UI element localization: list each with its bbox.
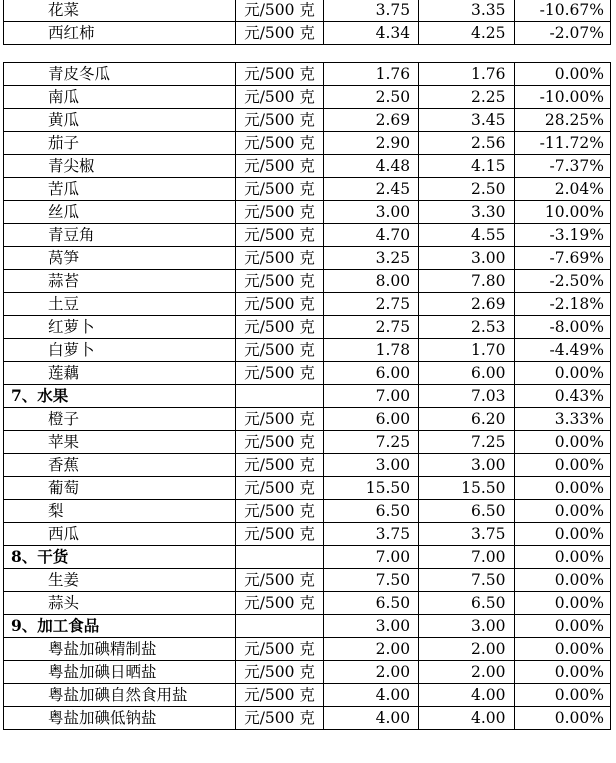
current-price: 3.30 [419,201,514,224]
price-table-main-section [3,62,611,730]
table-row [4,477,611,500]
unit-cell [236,385,323,408]
item-name: 粤盐加碘日晒盐 [4,661,236,684]
current-price: 2.50 [419,178,514,201]
current-price: 4.55 [419,224,514,247]
table-row [4,132,611,155]
change-percent: 0.00% [514,546,610,569]
item-name: 丝瓜 [4,201,236,224]
item-name: 梨 [4,500,236,523]
previous-price: 6.50 [323,500,418,523]
table-row [4,454,611,477]
current-price: 2.69 [419,293,514,316]
item-name: 莲藕 [4,362,236,385]
previous-price: 3.25 [323,247,418,270]
change-percent: -7.37% [514,155,610,178]
change-percent: -2.50% [514,270,610,293]
previous-price: 4.70 [323,224,418,247]
table-row [4,247,611,270]
previous-price: 3.75 [323,0,418,22]
unit-cell: 元/500 克 [236,109,323,132]
item-name: 青皮冬瓜 [4,63,236,86]
current-price: 15.50 [419,477,514,500]
previous-price: 7.00 [323,546,418,569]
item-name: 花菜 [4,0,236,22]
item-name: 蒜头 [4,592,236,615]
change-percent: -2.07% [514,22,610,45]
unit-cell: 元/500 克 [236,201,323,224]
change-percent: 0.00% [514,431,610,454]
item-name: 红萝卜 [4,316,236,339]
table-row [4,109,611,132]
previous-price: 1.76 [323,63,418,86]
previous-price: 2.90 [323,132,418,155]
change-percent: -7.69% [514,247,610,270]
current-price: 3.35 [419,0,514,22]
previous-price: 8.00 [323,270,418,293]
previous-price: 6.50 [323,592,418,615]
change-percent: 0.00% [514,592,610,615]
item-name: 青尖椒 [4,155,236,178]
item-name: 粤盐加碘低钠盐 [4,707,236,730]
current-price: 3.45 [419,109,514,132]
item-name: 粤盐加碘自然食用盐 [4,684,236,707]
change-percent: -10.67% [514,0,610,22]
table-row [4,316,611,339]
current-price: 4.25 [419,22,514,45]
table-row [4,201,611,224]
change-percent: -2.18% [514,293,610,316]
unit-cell: 元/500 克 [236,707,323,730]
change-percent: 2.04% [514,178,610,201]
unit-cell: 元/500 克 [236,592,323,615]
unit-cell: 元/500 克 [236,155,323,178]
item-name: 苦瓜 [4,178,236,201]
unit-cell: 元/500 克 [236,362,323,385]
table-row [4,0,611,22]
change-percent: 0.00% [514,684,610,707]
item-name: 香蕉 [4,454,236,477]
table-row [4,178,611,201]
table-row [4,293,611,316]
item-name: 黄瓜 [4,109,236,132]
table-row [4,500,611,523]
previous-price: 2.45 [323,178,418,201]
unit-cell: 元/500 克 [236,22,323,45]
current-price: 6.20 [419,408,514,431]
change-percent: -10.00% [514,86,610,109]
change-percent: 10.00% [514,201,610,224]
current-price: 4.15 [419,155,514,178]
item-name: 蒜苔 [4,270,236,293]
change-percent: 0.43% [514,385,610,408]
category-name: 9、加工食品 [4,615,236,638]
change-percent: 0.00% [514,63,610,86]
change-percent: 0.00% [514,362,610,385]
previous-price: 4.48 [323,155,418,178]
unit-cell: 元/500 克 [236,132,323,155]
previous-price: 7.25 [323,431,418,454]
unit-cell: 元/500 克 [236,293,323,316]
current-price: 2.53 [419,316,514,339]
table-row [4,638,611,661]
change-percent: 0.00% [514,638,610,661]
table-row [4,63,611,86]
current-price: 6.00 [419,362,514,385]
item-name: 白萝卜 [4,339,236,362]
table-row [4,408,611,431]
item-name: 西瓜 [4,523,236,546]
current-price: 2.00 [419,661,514,684]
unit-cell: 元/500 克 [236,661,323,684]
item-name: 葡萄 [4,477,236,500]
unit-cell: 元/500 克 [236,454,323,477]
unit-cell: 元/500 克 [236,569,323,592]
previous-price: 7.00 [323,385,418,408]
current-price: 7.80 [419,270,514,293]
change-percent: -3.19% [514,224,610,247]
previous-price: 2.75 [323,316,418,339]
unit-cell: 元/500 克 [236,638,323,661]
current-price: 6.50 [419,500,514,523]
unit-cell: 元/500 克 [236,431,323,454]
item-name: 青豆角 [4,224,236,247]
previous-price: 1.78 [323,339,418,362]
item-name: 莴笋 [4,247,236,270]
table-row [4,431,611,454]
change-percent: 0.00% [514,523,610,546]
previous-price: 2.00 [323,638,418,661]
item-name: 粤盐加碘精制盐 [4,638,236,661]
table-row [4,339,611,362]
category-row [4,546,611,569]
change-percent: 0.00% [514,707,610,730]
previous-price: 3.00 [323,454,418,477]
current-price: 2.25 [419,86,514,109]
unit-cell: 元/500 克 [236,408,323,431]
table-row [4,707,611,730]
change-percent: -8.00% [514,316,610,339]
unit-cell: 元/500 克 [236,500,323,523]
category-row [4,615,611,638]
current-price: 7.00 [419,546,514,569]
category-row [4,385,611,408]
table-row [4,155,611,178]
unit-cell: 元/500 克 [236,0,323,22]
unit-cell: 元/500 克 [236,477,323,500]
current-price: 3.00 [419,454,514,477]
unit-cell: 元/500 克 [236,247,323,270]
table-row [4,86,611,109]
change-percent: 28.25% [514,109,610,132]
current-price: 6.50 [419,592,514,615]
item-name: 橙子 [4,408,236,431]
table-row [4,362,611,385]
change-percent: 0.00% [514,569,610,592]
table-row [4,684,611,707]
change-percent: -11.72% [514,132,610,155]
previous-price: 3.00 [323,201,418,224]
table-row [4,224,611,247]
previous-price: 15.50 [323,477,418,500]
item-name: 南瓜 [4,86,236,109]
unit-cell: 元/500 克 [236,270,323,293]
price-table-top-section [3,0,611,45]
current-price: 7.25 [419,431,514,454]
item-name: 生姜 [4,569,236,592]
previous-price: 2.75 [323,293,418,316]
unit-cell: 元/500 克 [236,316,323,339]
item-name: 土豆 [4,293,236,316]
current-price: 7.03 [419,385,514,408]
change-percent: 0.00% [514,454,610,477]
current-price: 1.76 [419,63,514,86]
change-percent: 3.33% [514,408,610,431]
current-price: 4.00 [419,684,514,707]
previous-price: 2.00 [323,661,418,684]
item-name: 苹果 [4,431,236,454]
table-row [4,22,611,45]
table-row [4,523,611,546]
current-price: 3.00 [419,615,514,638]
item-name: 西红柿 [4,22,236,45]
current-price: 3.75 [419,523,514,546]
change-percent: 0.00% [514,500,610,523]
unit-cell: 元/500 克 [236,86,323,109]
table-row [4,592,611,615]
previous-price: 2.69 [323,109,418,132]
current-price: 1.70 [419,339,514,362]
current-price: 7.50 [419,569,514,592]
unit-cell: 元/500 克 [236,63,323,86]
item-name: 茄子 [4,132,236,155]
current-price: 2.56 [419,132,514,155]
table-row [4,270,611,293]
current-price: 4.00 [419,707,514,730]
previous-price: 2.50 [323,86,418,109]
table-row [4,661,611,684]
unit-cell: 元/500 克 [236,339,323,362]
change-percent: 0.00% [514,661,610,684]
current-price: 2.00 [419,638,514,661]
previous-price: 3.75 [323,523,418,546]
table-row [4,569,611,592]
change-percent: -4.49% [514,339,610,362]
unit-cell: 元/500 克 [236,178,323,201]
previous-price: 3.00 [323,615,418,638]
unit-cell [236,615,323,638]
category-name: 8、干货 [4,546,236,569]
previous-price: 6.00 [323,362,418,385]
previous-price: 6.00 [323,408,418,431]
previous-price: 4.34 [323,22,418,45]
unit-cell: 元/500 克 [236,523,323,546]
current-price: 3.00 [419,247,514,270]
unit-cell: 元/500 克 [236,224,323,247]
previous-price: 7.50 [323,569,418,592]
change-percent: 0.00% [514,615,610,638]
unit-cell: 元/500 克 [236,684,323,707]
change-percent: 0.00% [514,477,610,500]
previous-price: 4.00 [323,707,418,730]
category-name: 7、水果 [4,385,236,408]
unit-cell [236,546,323,569]
previous-price: 4.00 [323,684,418,707]
